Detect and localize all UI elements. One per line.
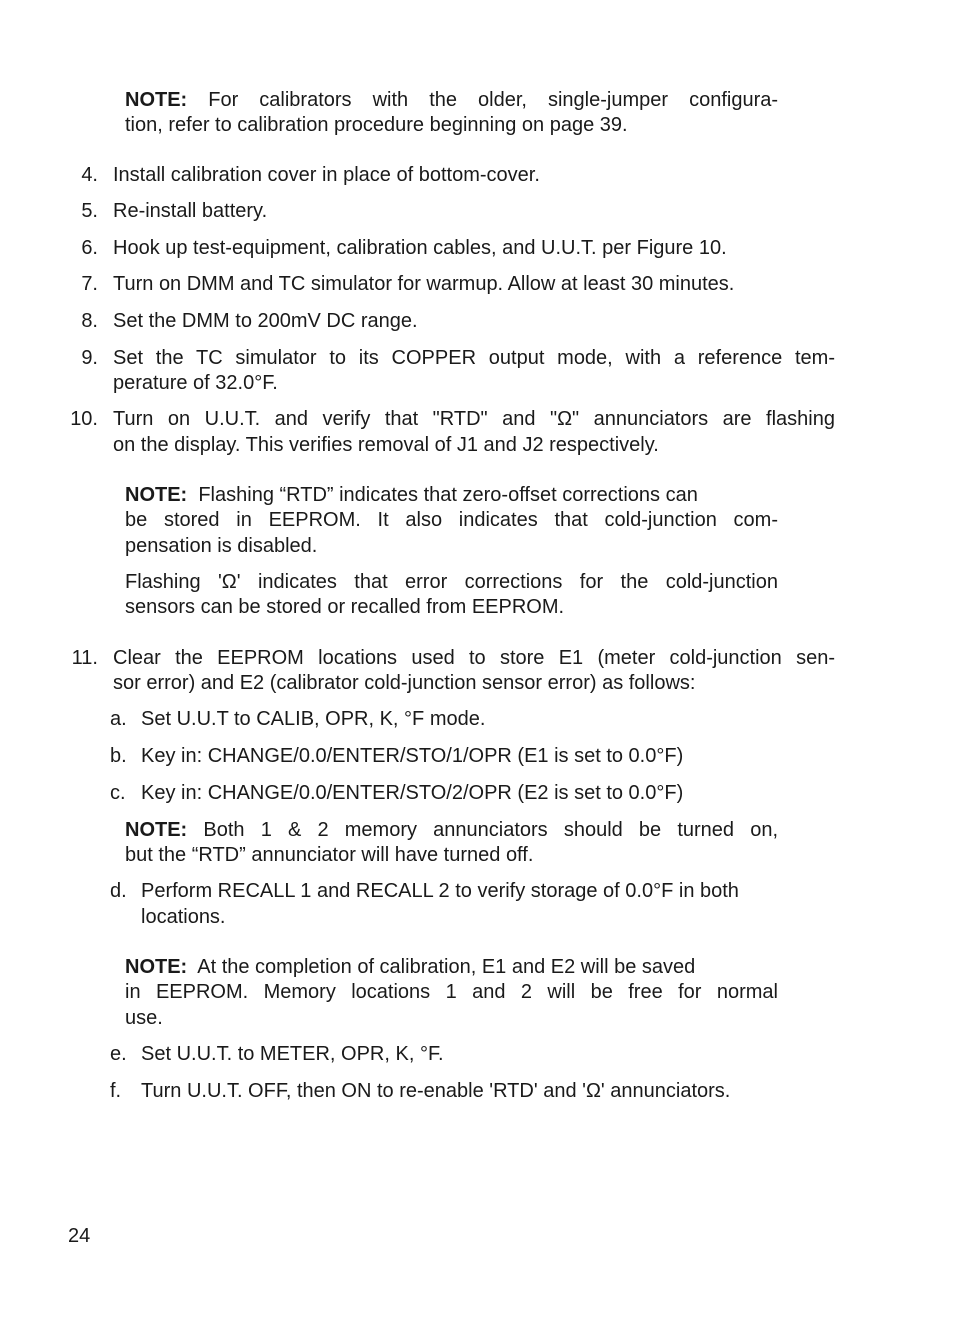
substep-text: Set U.U.T. to METER, OPR, K, °F. [141,1043,444,1065]
step-text: sor error) and E2 (calibrator cold-junction sensor error) as follows: [113,672,696,694]
step-number: 4. [81,164,98,186]
step-text: Install calibration cover in place of bottom-cover. [113,164,540,186]
note-line: tion, refer to calibration procedure beginning on page 39. [125,114,628,136]
substep-letter: f. [110,1080,122,1102]
step-number: 10. [70,408,98,430]
note-line: NOTE: For calibrators with the older, single-jumper configura- [125,89,779,111]
step-number: 8. [81,310,98,332]
note-line: NOTE: Flashing “RTD” indicates that zero-offset corrections can [125,484,698,506]
substep-text: Key in: CHANGE/0.0/ENTER/STO/2/OPR (E2 is set to 0.0°F) [141,782,684,804]
page-number: 24 [68,1225,91,1247]
note-line: be stored in EEPROM. It also indicates that cold-junction com- [125,509,778,531]
substep-letter: c. [110,782,126,804]
substep-text: Perform RECALL 1 and RECALL 2 to verify storage of 0.0°F in both [141,880,739,902]
note-line: sensors can be stored or recalled from EEPROM. [125,596,565,618]
step-text: on the display. This verifies removal of J1 and J2 respectively. [113,434,659,456]
substep-letter: d. [110,880,127,902]
step-number: 5. [81,200,98,222]
step-text: Re-install battery. [113,200,268,222]
step-number: 9. [81,347,98,369]
note-line: Flashing 'Ω' indicates that error corrections for the cold-junction [125,571,778,593]
step-text: Set the DMM to 200mV DC range. [113,310,418,332]
step-text: perature of 32.0°F. [113,372,278,394]
substep-text: Turn U.U.T. OFF, then ON to re-enable 'RTD' and 'Ω' annunciators. [141,1080,731,1102]
step-text: Clear the EEPROM locations used to store E1 (meter cold-junction sen- [113,647,835,669]
note-line: NOTE: Both 1 & 2 memory annunciators should be turned on, [125,819,778,841]
substep-letter: a. [110,708,127,730]
note-line: in EEPROM. Memory locations 1 and 2 will be free for normal [125,981,778,1003]
substep-text: Key in: CHANGE/0.0/ENTER/STO/1/OPR (E1 is set to 0.0°F) [141,745,684,767]
step-text: Turn on U.U.T. and verify that "RTD" and "Ω" annunciators are flashing [113,408,835,430]
step-text: Hook up test-equipment, calibration cables, and U.U.T. per Figure 10. [113,237,727,259]
note-line: but the “RTD” annunciator will have turned off. [125,844,534,866]
note-line: NOTE: At the completion of calibration, E1 and E2 will be saved [125,956,696,978]
substep-text: locations. [141,906,226,928]
note-line: use. [125,1007,163,1029]
step-number: 11. [71,647,98,669]
note-line: pensation is disabled. [125,535,318,557]
step-text: Set the TC simulator to its COPPER output mode, with a reference tem- [113,347,835,369]
step-text: Turn on DMM and TC simulator for warmup. Allow at least 30 minutes. [113,273,735,295]
substep-text: Set U.U.T to CALIB, OPR, K, °F mode. [141,708,486,730]
step-number: 7. [81,273,98,295]
substep-letter: e. [110,1043,127,1065]
step-number: 6. [81,237,98,259]
substep-letter: b. [110,745,127,767]
